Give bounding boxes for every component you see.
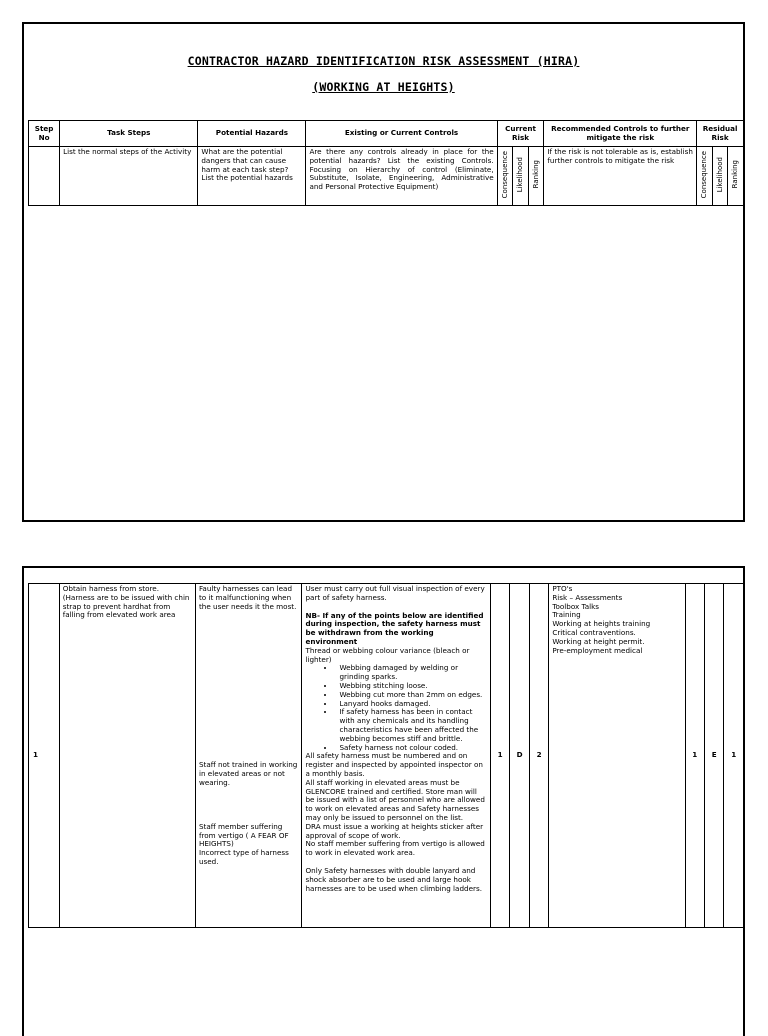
guidance-recommended-controls: If the risk is not tolerable as is, establish further controls to mitigate the risk [544,147,697,206]
residual-ranking: 1 [724,584,744,928]
guidance-existing-controls: Are there any controls already in place for the potential hazards? List the existing Controls. Focusing on Hierarchy of control (Eliminate, Substitute, Isolate, Engineering, Administrative and Personal Protective Equipment) [306,147,497,206]
hazard-item: Staff member suffering from vertigo ( A FEAR OF HEIGHTS) [198,821,289,849]
current-likelihood-header [513,147,529,206]
residual-consequence-header [697,147,713,206]
recommended-item: Critical contraventions. [552,627,636,637]
header-existing-controls: Existing or Current Controls [306,121,497,147]
recommended-item: PTO's [552,584,573,593]
inspection-list [305,664,486,752]
document-title: CONTRACTOR HAZARD IDENTIFICATION RISK ASSESSMENT (HIRA) [187,54,580,68]
potential-hazards-cell [195,584,302,928]
document-page-2 [22,566,745,1036]
header-current-risk: Current Risk [497,121,544,147]
vert-label: Consequence [500,150,509,199]
header-residual-risk: Residual Risk [697,121,744,147]
vert-label: Ranking [731,160,740,189]
current-consequence-header [497,147,513,206]
recommended-item: Working at heights training [552,619,651,629]
vert-label: Consequence [700,150,709,199]
header-recommended-controls: Recommended Controls to further mitigate the risk [544,121,697,147]
vert-label: Likelihood [715,156,724,193]
guidance-task-steps: List the normal steps of the Activity [60,147,198,206]
residual-ranking-header [728,147,744,206]
task-step: Obtain harness from store. (Harness are to be issued with chin strap to prevent hardhat from falling from elevated work area [59,584,195,928]
control-text: No staff member suffering from vertigo is allowed to work in elevated work area. [305,839,485,858]
table-row [29,584,744,928]
recommended-item: Working at height permit. [552,636,645,646]
control-text: Only Safety harnesses with double lanyard and shock absorber are to be used and large hook harnesses are to be used when climbing ladders. [305,865,482,893]
header-task-steps: Task Steps [60,121,198,147]
control-text: Thread or webbing colour variance (bleach or lighter) [305,645,470,664]
hira-header-table [28,120,744,206]
hazard-item: Incorrect type of harness used. [198,848,289,866]
control-text: DRA must issue a working at heights sticker after approval of scope of work. [305,821,484,840]
vert-label: Likelihood [516,156,525,193]
list-item: • Webbing stitching loose. [335,682,486,691]
document-page-1 [22,22,745,522]
guidance-step-no [29,147,60,206]
step-number: 1 [29,584,60,928]
hira-body-table [28,583,744,928]
list-item: • If safety harness has been in contact with any chemicals and its handling characteristics have been affected the webbing becomes stiff and brittle. [335,708,486,743]
current-ranking: 2 [529,584,548,928]
guidance-potential-hazards: What are the potential dangers that can cause harm at each task step? List the potential hazards [198,147,306,206]
recommended-item: Toolbox Talks [552,601,600,611]
guidance-row [29,147,744,206]
existing-controls-cell [302,584,490,928]
residual-likelihood-header [712,147,728,206]
list-item: • Lanyard hooks damaged. [335,700,486,709]
hazard-item: Faulty harnesses can lead to it malfunctioning when the user needs it the most. [198,584,297,611]
vert-label: Ranking [531,160,540,189]
header-step-no: Step No [29,121,60,147]
recommended-item: Pre-employment medical [552,645,643,655]
current-consequence: 1 [490,584,509,928]
control-note: NB- If any of the points below are identified during inspection, the safety harness must be withdrawn from the working environment [305,610,484,646]
control-text: All safety harness must be numbered and on register and inspected by appointed inspector on a monthly basis. [305,751,483,778]
recommended-item: Training [552,610,581,620]
recommended-controls-cell [549,584,685,928]
current-likelihood: D [510,584,529,928]
residual-likelihood: E [705,584,724,928]
list-item: • Safety harness not colour coded. [335,744,486,753]
control-text: User must carry out full visual inspection of every part of safety harness. [305,584,485,602]
list-item: • Webbing damaged by welding or grinding sparks. [335,664,486,682]
document-subtitle: (WORKING AT HEIGHTS) [312,80,455,94]
residual-consequence: 1 [685,584,704,928]
list-item: • Webbing cut more than 2mm on edges. [335,691,486,700]
hazard-item: Staff not trained in working in elevated areas or not wearing. [198,760,298,787]
recommended-item: Risk – Assessments [552,592,623,602]
current-ranking-header [528,147,544,206]
header-potential-hazards: Potential Hazards [198,121,306,147]
header-row [29,121,744,147]
control-text: All staff working in elevated areas must be GLENCORE trained and certified. Store man will be issued with a list of personnel who are allowed to work on elevated areas and Safety harnesses may only be issued to personnel on the list. [305,777,485,822]
